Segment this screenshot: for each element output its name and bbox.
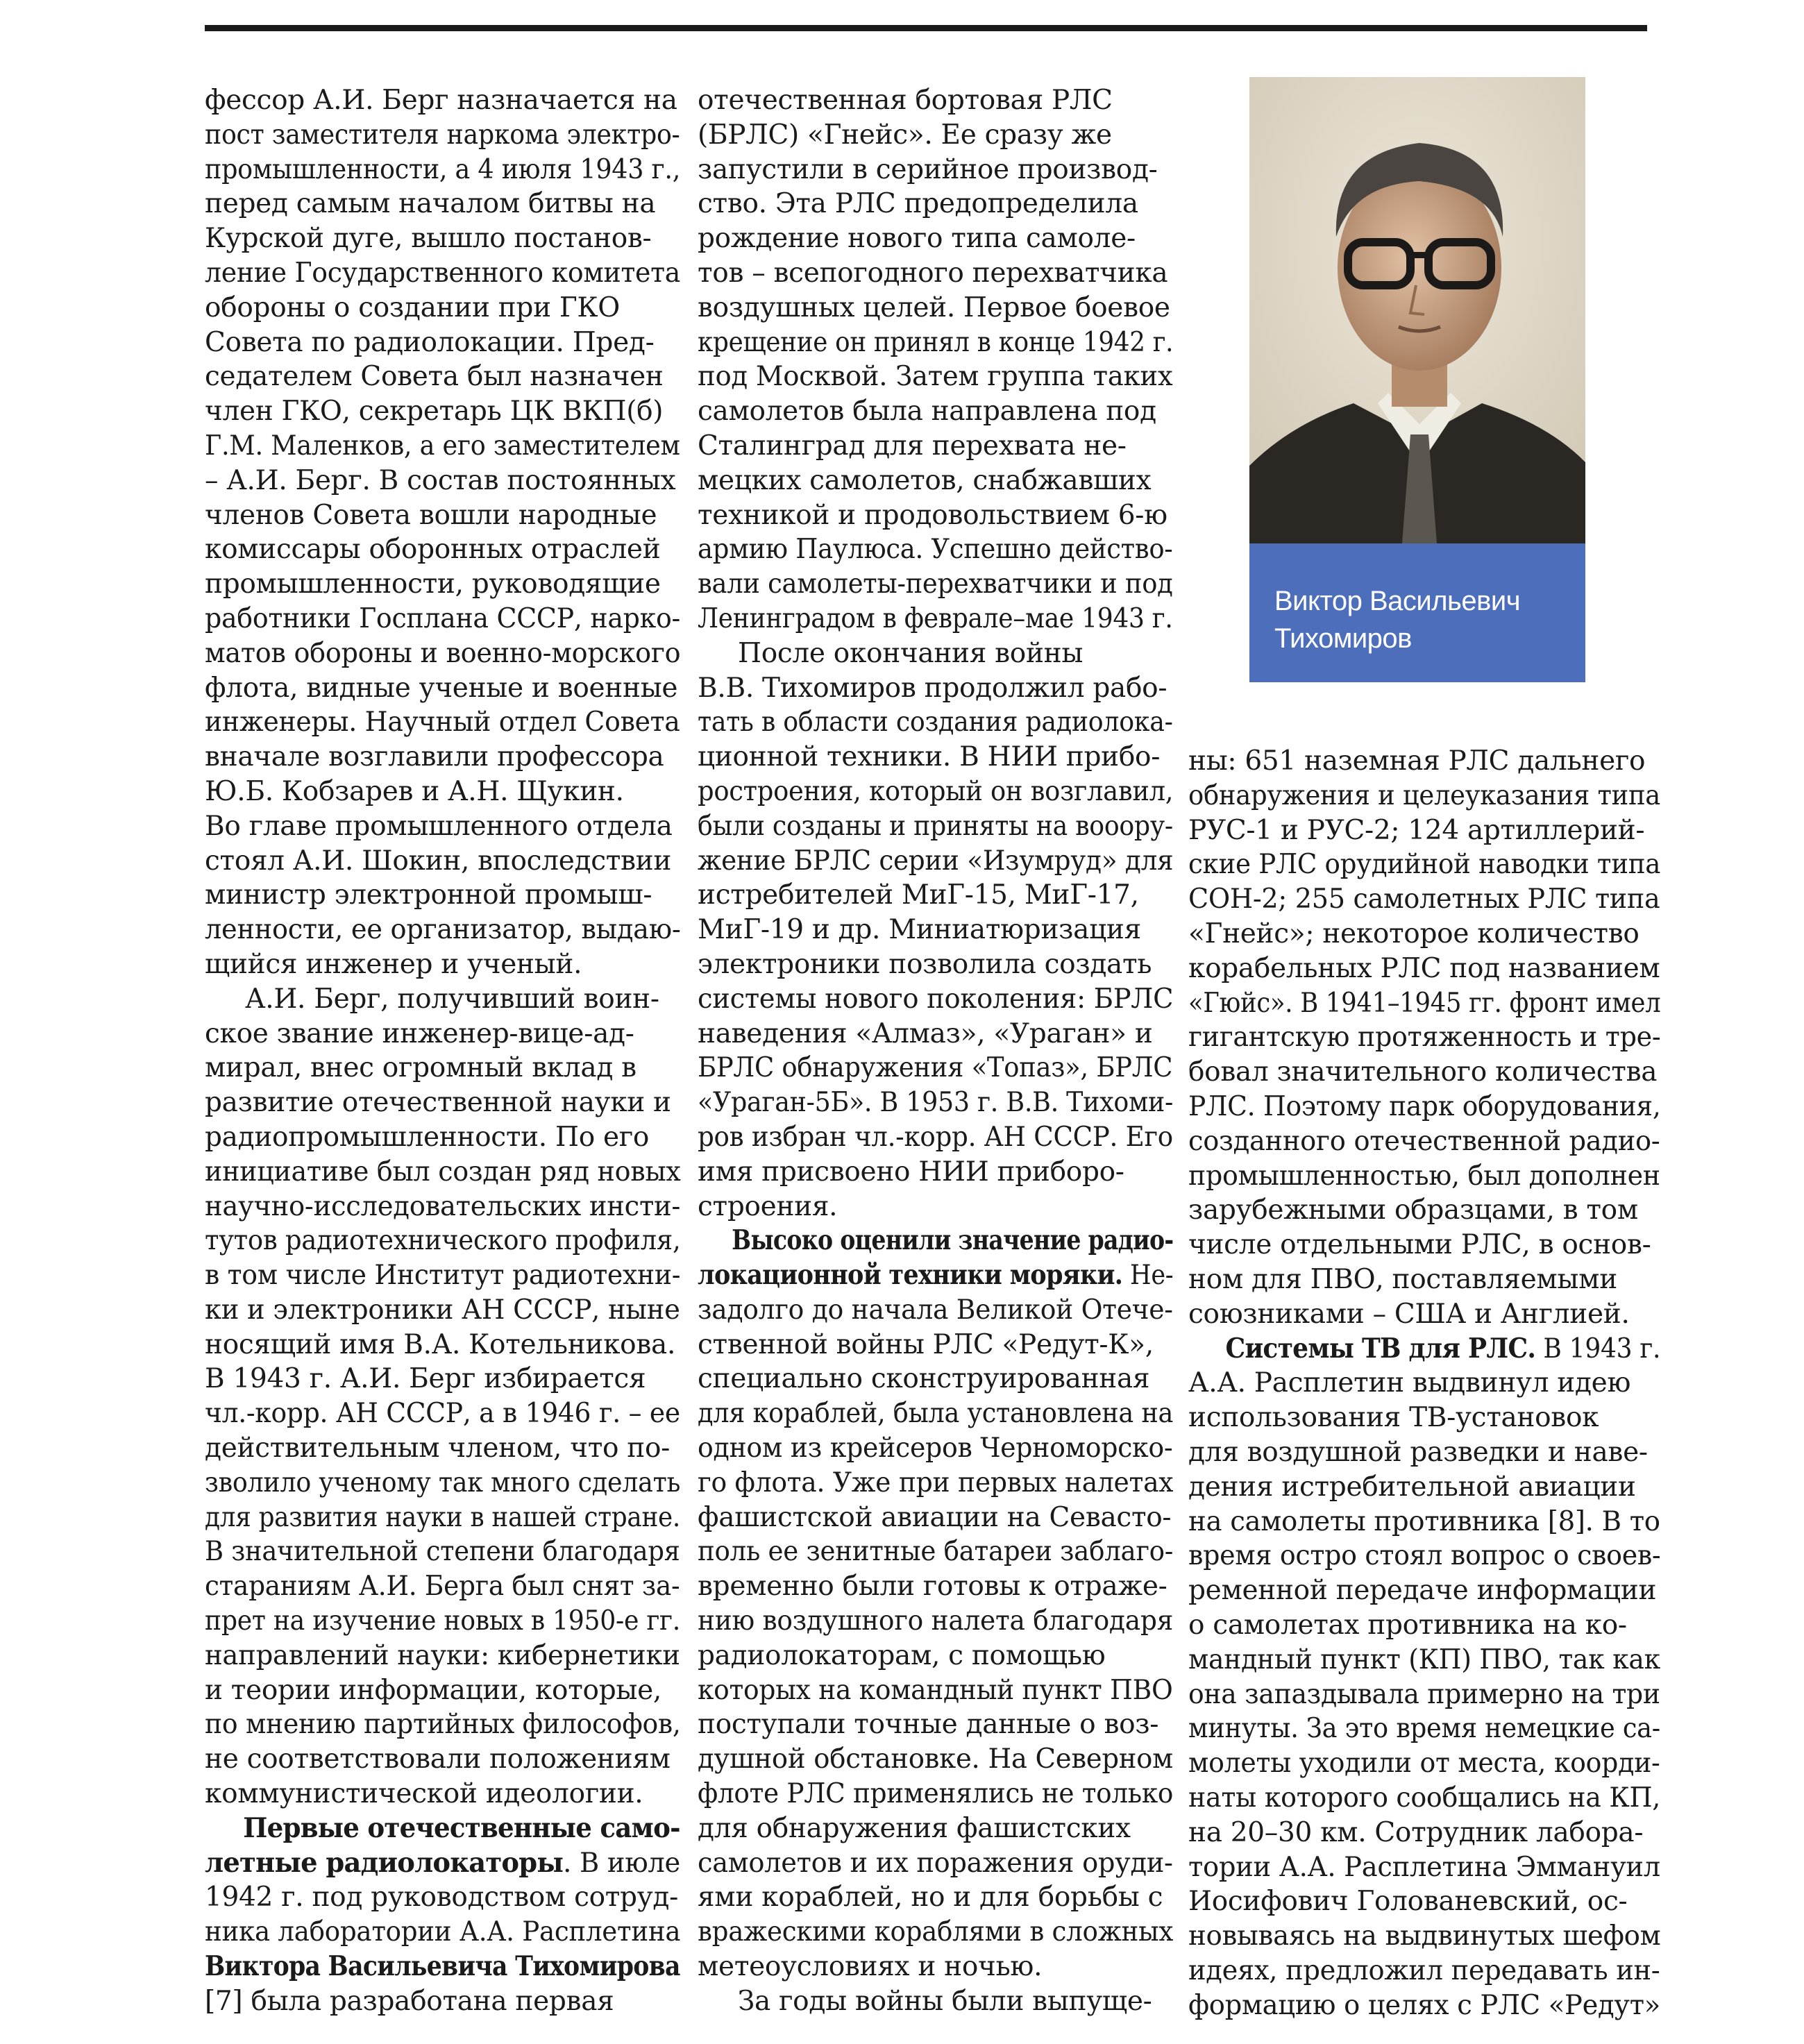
text-line: фессор А.И. Берг назначается на <box>205 85 677 116</box>
text-line: флота, видные ученые и военные <box>205 672 678 704</box>
text-line: прет на изучение новых в 1950-е гг. <box>205 1605 680 1637</box>
text-line: минуты. За это время немецкие са- <box>1188 1713 1660 1745</box>
text-line: отечественная бортовая РЛС <box>698 85 1113 116</box>
text-line: министр электронной промыш- <box>205 879 652 911</box>
text-line: ника лаборатории А.А. Расплетина <box>205 1916 681 1948</box>
text-line: «Гнейс»; некоторое количество <box>1188 918 1639 949</box>
text-line: В.В. Тихомиров продолжил рабо- <box>698 672 1167 704</box>
text-line: [7] была разработана первая <box>205 1985 614 2017</box>
text-line: бовал значительного количества <box>1188 1056 1658 1088</box>
text-line: для воздушной разведки и наве- <box>1188 1436 1648 1468</box>
text-line: запустили в серийное производ- <box>698 153 1158 185</box>
text-line: Иосифович Голованевский, ос- <box>1188 1886 1628 1918</box>
top-rule <box>205 25 1647 31</box>
text-line: поль ее зенитные батареи заблаго- <box>698 1536 1174 1568</box>
text-line: одном из крейсеров Черноморско- <box>698 1433 1173 1464</box>
text-line: она запаздывала примерно на три <box>1188 1678 1660 1710</box>
text-line: ров избран чл.-корр. АН СССР. Его <box>698 1121 1173 1153</box>
text-line: ленности, ее организатор, выдаю- <box>205 914 681 946</box>
section-heading: Первые отечественные само- <box>243 1811 680 1844</box>
text-line: специально сконструированная <box>698 1363 1150 1395</box>
text-line: мандный пункт (КП) ПВО, так как <box>1188 1644 1660 1675</box>
text-column-1 <box>205 83 680 2019</box>
portrait-image <box>1249 77 1585 543</box>
text-line: и теории информации, которые, <box>205 1674 661 1706</box>
text-line: седателем Совета был назначен <box>205 361 664 393</box>
text-line: Во главе промышленного отдела <box>205 810 673 842</box>
text-line: ны: 651 наземная РЛС дальнего <box>1188 745 1646 777</box>
text-line: строения. <box>698 1190 838 1222</box>
text-line: носящий имя В.А. Котельникова. <box>205 1328 676 1360</box>
text-line <box>205 1846 681 1881</box>
text-line: тутов радиотехнического профиля, <box>205 1225 681 1257</box>
text-line: мецких самолетов, снабжавших <box>698 464 1152 496</box>
text-line <box>698 1258 1174 1293</box>
text-line: для кораблей, была установлена на <box>698 1398 1174 1430</box>
text-line: время остро стоял вопрос о своев- <box>1188 1540 1661 1572</box>
text-column-3 <box>1188 744 1660 2022</box>
text-line: для развития науки в нашей стране. <box>205 1501 680 1533</box>
text-line: радиолокаторам, с помощью <box>698 1639 1106 1671</box>
text-line: тов – всепогодного перехватчика <box>698 257 1168 289</box>
text-line: нию воздушного налета благодаря <box>698 1605 1174 1637</box>
text-fragment: Не- <box>1122 1260 1174 1292</box>
text-line: коммунистической идеологии. <box>205 1778 643 1810</box>
text-line: мирал, внес огромный вклад в <box>205 1052 637 1084</box>
text-line: пост заместителя наркома электро- <box>205 119 680 151</box>
text-line: работники Госплана СССР, нарко- <box>205 602 681 634</box>
text-line: гигантскую протяженность и тре- <box>1188 1022 1661 1054</box>
text-line: самолетов и их поражения оруди- <box>698 1847 1173 1879</box>
text-line: временно были готовы к отраже- <box>698 1571 1167 1603</box>
text-line: по мнению партийных философов, <box>205 1709 681 1741</box>
text-line: стоял А.И. Шокин, впоследствии <box>205 845 672 877</box>
text-line: идеях, предложил передавать ин- <box>1188 1954 1660 1986</box>
text-line: самолетов была направлена под <box>698 396 1156 428</box>
text-line: жение БРЛС серии «Изумруд» для <box>698 845 1174 877</box>
text-line: электроники позволила создать <box>698 948 1152 980</box>
text-line: армию Паулюса. Успешно действо- <box>698 534 1173 566</box>
text-line: действительным членом, что по- <box>205 1433 671 1464</box>
text-line: крещение он принял в конце 1942 г. <box>698 326 1174 358</box>
text-line: формацию о целях с РЛС «Редут» <box>1188 1989 1660 2021</box>
portrait-caption <box>1249 543 1585 682</box>
text-line: (БРЛС) «Гнейс». Ее сразу же <box>698 119 1112 151</box>
text-line: ственной войны РЛС «Редут-К», <box>698 1328 1154 1360</box>
text-line: не соответствовали положениям <box>205 1743 671 1775</box>
text-line: ство. Эта РЛС предопределила <box>698 188 1138 220</box>
text-line: радиопромышленности. По его <box>205 1121 650 1153</box>
text-line: ление Государственного комитета <box>205 257 681 289</box>
text-line: флоте РЛС применялись не только <box>698 1778 1174 1810</box>
text-line: Совета по радиолокации. Пред- <box>205 326 655 358</box>
text-line: вали самолеты-перехватчики и под <box>698 568 1173 600</box>
text-line: Ленинградом в феврале–мае 1943 г. <box>698 602 1173 634</box>
text-line: для обнаружения фашистских <box>698 1812 1131 1844</box>
text-line: были созданы и приняты на вооору- <box>698 810 1173 842</box>
text-line: направлений науки: кибернетики <box>205 1639 680 1671</box>
section-heading: Системы ТВ для РЛС. <box>1225 1332 1536 1365</box>
text-line: «Гюйс». В 1941–1945 гг. фронт имел <box>1188 987 1661 1019</box>
text-line: вражескими кораблями в сложных <box>698 1916 1174 1948</box>
text-line: промышленности, руководящие <box>205 568 661 600</box>
text-line: союзниками – США и Англией. <box>1188 1298 1630 1330</box>
text-line: ские РЛС орудийной наводки типа <box>1188 849 1661 881</box>
text-line: использования ТВ-установок <box>1188 1402 1599 1434</box>
text-line: БРЛС обнаружения «Топаз», БРЛС <box>698 1052 1173 1084</box>
text-line: – А.И. Берг. В состав постоянных <box>205 464 676 496</box>
section-heading: Высоко оценили значение радио- <box>732 1224 1174 1257</box>
text-line: созданного отечественной радио- <box>1188 1125 1660 1157</box>
text-line: ки и электроники АН СССР, ныне <box>205 1294 680 1326</box>
text-line: Г.М. Маленков, а его заместителем <box>205 430 680 462</box>
text-line: Ю.Б. Кобзарев и А.Н. Щукин. <box>205 775 624 807</box>
text-line: дения истребительной авиации <box>1188 1471 1636 1503</box>
text-line: которых на командный пункт ПВО <box>698 1674 1173 1706</box>
portrait-figure <box>1249 77 1585 682</box>
text-line: А.И. Берг, получивший воин- <box>245 983 659 1015</box>
text-line: щийся инженер и ученый. <box>205 948 582 980</box>
text-line: перед самым началом битвы на <box>205 188 656 220</box>
text-line: корабельных РЛС под названием <box>1188 952 1660 984</box>
text-line: истребителей МиГ-15, МиГ-17, <box>698 879 1139 911</box>
text-line: метеоусловиях и ночью. <box>698 1951 1043 1983</box>
text-fragment: . В июле <box>563 1847 681 1879</box>
text-line: в том числе Институт радиотехни- <box>205 1260 681 1292</box>
text-line: В значительной степени благодаря <box>205 1536 680 1568</box>
text-line: душной обстановке. На Северном <box>698 1743 1173 1775</box>
text-line: обороны о создании при ГКО <box>205 292 620 323</box>
text-line: тории А.А. Расплетина Эммануил <box>1188 1851 1660 1883</box>
text-line: Курской дуге, вышло постанов- <box>205 223 652 255</box>
section-heading: летные радиолокаторы <box>205 1846 564 1879</box>
text-line: наты которого сообщались на КП, <box>1188 1782 1661 1814</box>
text-line: инициативе был создан ряд новых <box>205 1156 681 1188</box>
text-line: РЛС. Поэтому парк оборудования, <box>1188 1090 1661 1122</box>
text-line: В 1943 г. А.И. Берг избирается <box>205 1363 646 1395</box>
text-line: числе отдельными РЛС, в основ- <box>1188 1229 1651 1261</box>
text-line: член ГКО, секретарь ЦК ВКП(б) <box>205 396 664 428</box>
text-line: инженеры. Научный отдел Совета <box>205 707 680 738</box>
text-line: матов обороны и военно-морского <box>205 637 681 669</box>
text-line: Сталинград для перехвата не- <box>698 430 1127 462</box>
text-line: ременной передаче информации <box>1188 1575 1657 1607</box>
person-name: Виктора Васильевича Тихомирова <box>205 1950 680 1983</box>
text-line: А.А. Расплетин выдвинул идею <box>1188 1367 1631 1399</box>
text-line: ское звание инженер-вице-ад- <box>205 1017 634 1049</box>
text-column-2 <box>698 83 1173 2019</box>
text-line: После окончания войны <box>738 637 1084 669</box>
text-line: ном для ПВО, поставляемыми <box>1188 1263 1617 1295</box>
text-line: ями кораблей, но и для борьбы с <box>698 1882 1163 1914</box>
text-line: го флота. Уже при первых налетах <box>698 1467 1174 1498</box>
text-line: вначале возглавили профессора <box>205 741 664 773</box>
text-line: зволило ученому так много сделать <box>205 1467 681 1498</box>
text-line: имя присвоено НИИ приборо- <box>698 1156 1124 1188</box>
text-line: научно-исследовательских инсти- <box>205 1190 681 1222</box>
text-line: СОН-2; 255 самолетных РЛС типа <box>1188 884 1660 915</box>
text-line: рождение нового типа самоле- <box>698 223 1136 255</box>
text-line: новываясь на выдвинутых шефом <box>1188 1920 1661 1952</box>
text-line: промышленностью, был дополнен <box>1188 1160 1660 1192</box>
text-line: членов Совета вошли народные <box>205 499 657 531</box>
text-line: ростроения, который он возглавил, <box>698 775 1174 807</box>
caption-line: Тихомиров <box>1274 623 1412 654</box>
text-line: воздушных целей. Первое боевое <box>698 292 1170 323</box>
text-line: промышленности, а 4 июля 1943 г., <box>205 153 681 185</box>
text-line: задолго до начала Великой Отече- <box>698 1294 1173 1326</box>
text-line <box>1188 1332 1661 1367</box>
text-line: наведения «Алмаз», «Ураган» и <box>698 1017 1153 1049</box>
text-line: МиГ-19 и др. Миниатюризация <box>698 914 1141 946</box>
text-line: ционной техники. В НИИ прибо- <box>698 741 1161 773</box>
text-line: комиссары оборонных отраслей <box>205 534 661 566</box>
text-line: системы нового поколения: БРЛС <box>698 983 1174 1015</box>
text-line: За годы войны были выпуще- <box>738 1985 1152 2017</box>
text-line: поступали точные данные о воз- <box>698 1709 1159 1741</box>
text-line: тать в области создания радиолока- <box>698 707 1173 738</box>
text-line: на самолеты противника [8]. В то <box>1188 1505 1660 1537</box>
text-line: зарубежными образцами, в том <box>1188 1194 1638 1226</box>
text-line: на 20–30 км. Сотрудник лабора- <box>1188 1816 1644 1848</box>
text-line: стараниям А.И. Берга был снят за- <box>205 1571 680 1603</box>
text-fragment: В 1943 г. <box>1535 1333 1661 1365</box>
text-line: «Ураган-5Б». В 1953 г. В.В. Тихоми- <box>698 1087 1173 1119</box>
section-heading: локационной техники моряки. <box>698 1259 1123 1292</box>
text-line: РУС-1 и РУС-2; 124 артиллерий- <box>1188 814 1645 846</box>
text-line: под Москвой. Затем группа таких <box>698 361 1173 393</box>
text-line: молеты уходили от места, коорди- <box>1188 1748 1660 1780</box>
caption-line: Виктор Васильевич <box>1274 586 1521 616</box>
portrait-photo <box>1249 77 1585 543</box>
text-line: развитие отечественной науки и <box>205 1087 671 1119</box>
text-line: о самолетах противника на ко- <box>1188 1609 1627 1641</box>
text-line: 1942 г. под руководством сотруд- <box>205 1882 678 1914</box>
text-line: фашистской авиации на Севасто- <box>698 1501 1172 1533</box>
text-line: чл.-корр. АН СССР, а в 1946 г. – ее <box>205 1398 680 1430</box>
text-line: техникой и продовольствием 6-ю <box>698 499 1167 531</box>
text-line: обнаружения и целеуказания типа <box>1188 779 1661 811</box>
